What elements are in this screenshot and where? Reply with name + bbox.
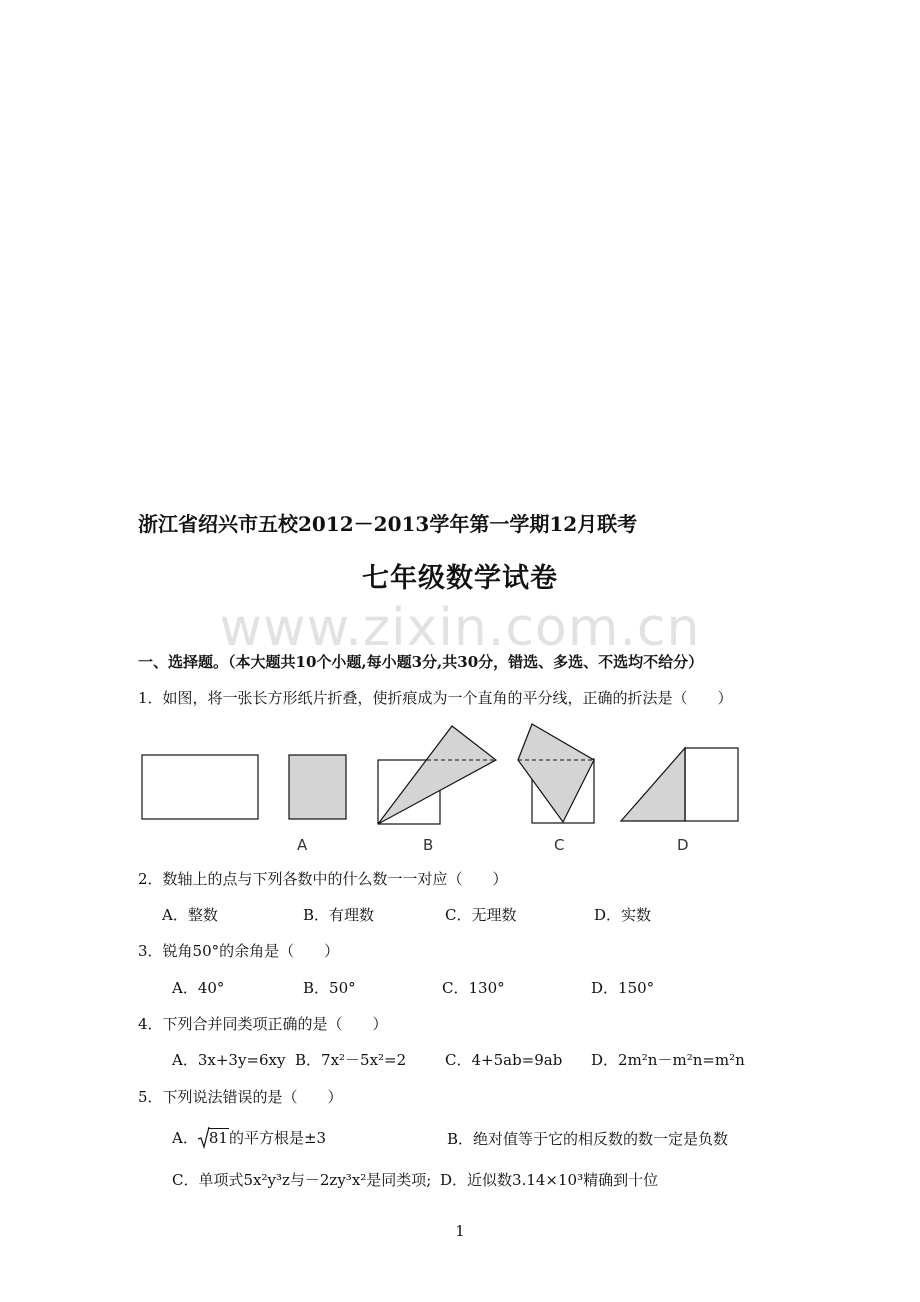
q4-option-d: D．2m²n－m²n=m²n [591, 1051, 745, 1069]
q5-option-a-suffix: 的平方根是±3 [228, 1129, 327, 1147]
q2-option-a: A．整数 [162, 906, 218, 924]
question-1: 1．如图，将一张长方形纸片折叠，使折痕成为一个直角的平分线，正确的折法是（ ） [138, 689, 733, 707]
square-root-sign [198, 1129, 229, 1147]
option-a-shape [289, 755, 346, 819]
q2-option-c: C．无理数 [445, 906, 517, 924]
figure-label-a: A [297, 836, 308, 854]
exam-header-title: 浙江省绍兴市五校2012－2013学年第一学期12月联考 [138, 512, 638, 536]
figure-label-b: B [423, 836, 434, 854]
exam-subject-title: 七年级数学试卷 [362, 563, 558, 594]
q2-option-b: B．有理数 [303, 906, 375, 924]
q2-option-d: D．实数 [594, 906, 652, 924]
q3-option-d: D．150° [591, 979, 655, 997]
original-rectangle [142, 755, 258, 819]
q5-option-d: D．近似数3.14×10³精确到十位 [440, 1171, 659, 1189]
option-d-square [685, 748, 738, 821]
q5-option-a-prefix: A． [172, 1129, 198, 1147]
q5-option-a [172, 1127, 326, 1148]
question-1-figure [130, 718, 760, 858]
question-2: 2．数轴上的点与下列各数中的什么数一一对应（ ） [138, 870, 508, 888]
figure-label-c: C [554, 836, 565, 854]
question-5: 5．下列说法错误的是（ ） [138, 1088, 343, 1106]
section-heading: 一、选择题。（本大题共10个小题,每小题3分,共30分，错选、多选、不选均不给分） [138, 653, 704, 671]
q4-option-c: C．4+5ab=9ab [445, 1051, 563, 1069]
q4-option-b: B．7x²－5x²=2 [295, 1051, 407, 1069]
question-4: 4．下列合并同类项正确的是（ ） [138, 1015, 388, 1033]
option-d-flap [621, 748, 685, 821]
question-3: 3．锐角50°的余角是（ ） [138, 942, 340, 960]
q5-option-b: B．绝对值等于它的相反数的数一定是负数 [447, 1130, 729, 1148]
q3-option-b: B．50° [303, 979, 356, 997]
q4-option-a: A．3x+3y=6xy [172, 1051, 286, 1069]
q3-option-c: C．130° [442, 979, 505, 997]
q5-option-c: C．单项式5x²y³z与－2zy³x²是同类项; [172, 1171, 432, 1189]
watermark-text: www.zixin.com.cn [219, 598, 701, 658]
q3-option-a: A．40° [172, 979, 225, 997]
page-number: 1 [455, 1222, 465, 1240]
square-root-radicand: 81 [208, 1129, 228, 1147]
figure-label-d: D [677, 836, 689, 854]
